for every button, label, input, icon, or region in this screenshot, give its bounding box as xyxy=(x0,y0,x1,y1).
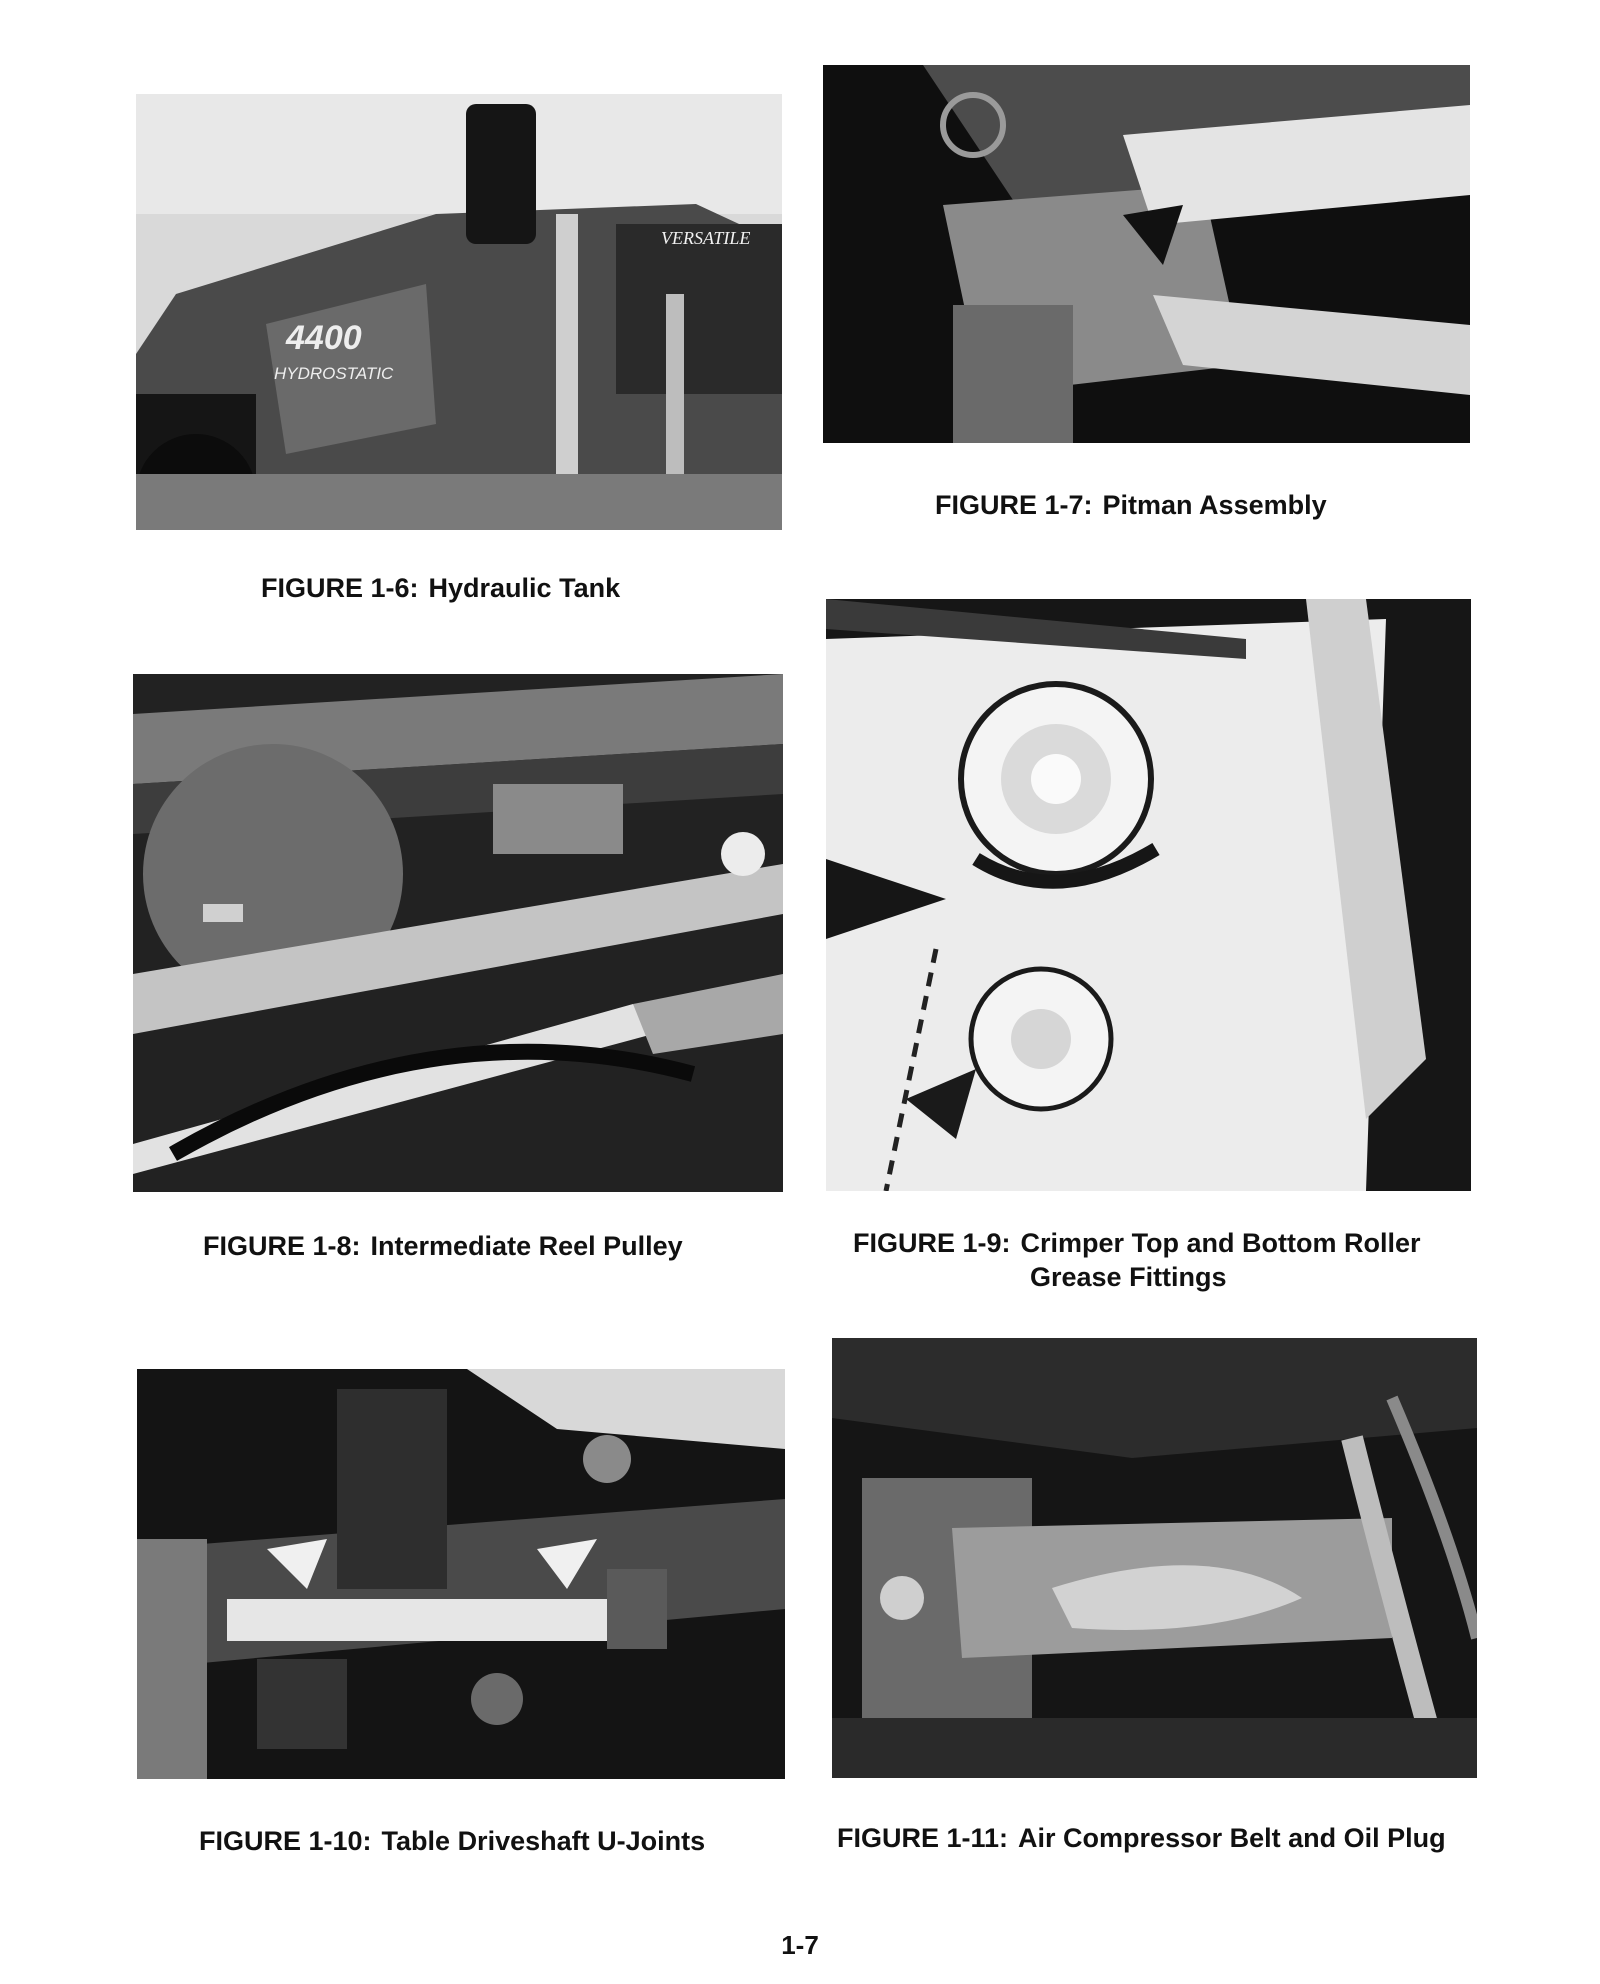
figure-label: FIGURE 1-6: xyxy=(261,573,419,603)
figure-label: FIGURE 1-10: xyxy=(199,1826,372,1856)
figure-title: Crimper Top and Bottom Roller xyxy=(1020,1228,1421,1258)
figure-title: Pitman Assembly xyxy=(1102,490,1327,520)
figure-label: FIGURE 1-11: xyxy=(837,1823,1009,1853)
figure-1-9-photo xyxy=(826,599,1471,1191)
figure-1-7-caption xyxy=(935,488,1327,522)
figure-label: FIGURE 1-9: xyxy=(853,1228,1011,1258)
figure-title-line2: Grease Fittings xyxy=(1030,1262,1227,1292)
figure-1-10-caption xyxy=(199,1824,705,1858)
photo-brand-text: VERSATILE xyxy=(661,228,751,248)
figure-title: Air Compressor Belt and Oil Plug xyxy=(1018,1823,1446,1853)
figure-1-6-caption xyxy=(261,571,620,605)
figure-label: FIGURE 1-7: xyxy=(935,490,1093,520)
figure-title: Table Driveshaft U-Joints xyxy=(381,1826,706,1856)
figure-1-8-caption xyxy=(203,1229,683,1263)
figure-title: Intermediate Reel Pulley xyxy=(370,1231,683,1261)
figure-1-11-caption xyxy=(837,1821,1446,1855)
figure-label: FIGURE 1-8: xyxy=(203,1231,361,1261)
figure-1-11-photo xyxy=(832,1338,1477,1778)
photo-model-number: 4400 xyxy=(286,319,362,357)
photo-model-subtitle: HYDROSTATIC xyxy=(274,364,394,383)
figure-1-10-photo xyxy=(137,1369,785,1779)
figure-1-6-photo xyxy=(136,94,782,530)
figure-1-8-photo xyxy=(133,674,783,1192)
page-number: 1-7 xyxy=(781,1930,819,1960)
figure-title: Hydraulic Tank xyxy=(428,573,621,603)
figure-1-9-caption xyxy=(853,1226,1421,1294)
figure-1-7-photo xyxy=(823,65,1470,443)
